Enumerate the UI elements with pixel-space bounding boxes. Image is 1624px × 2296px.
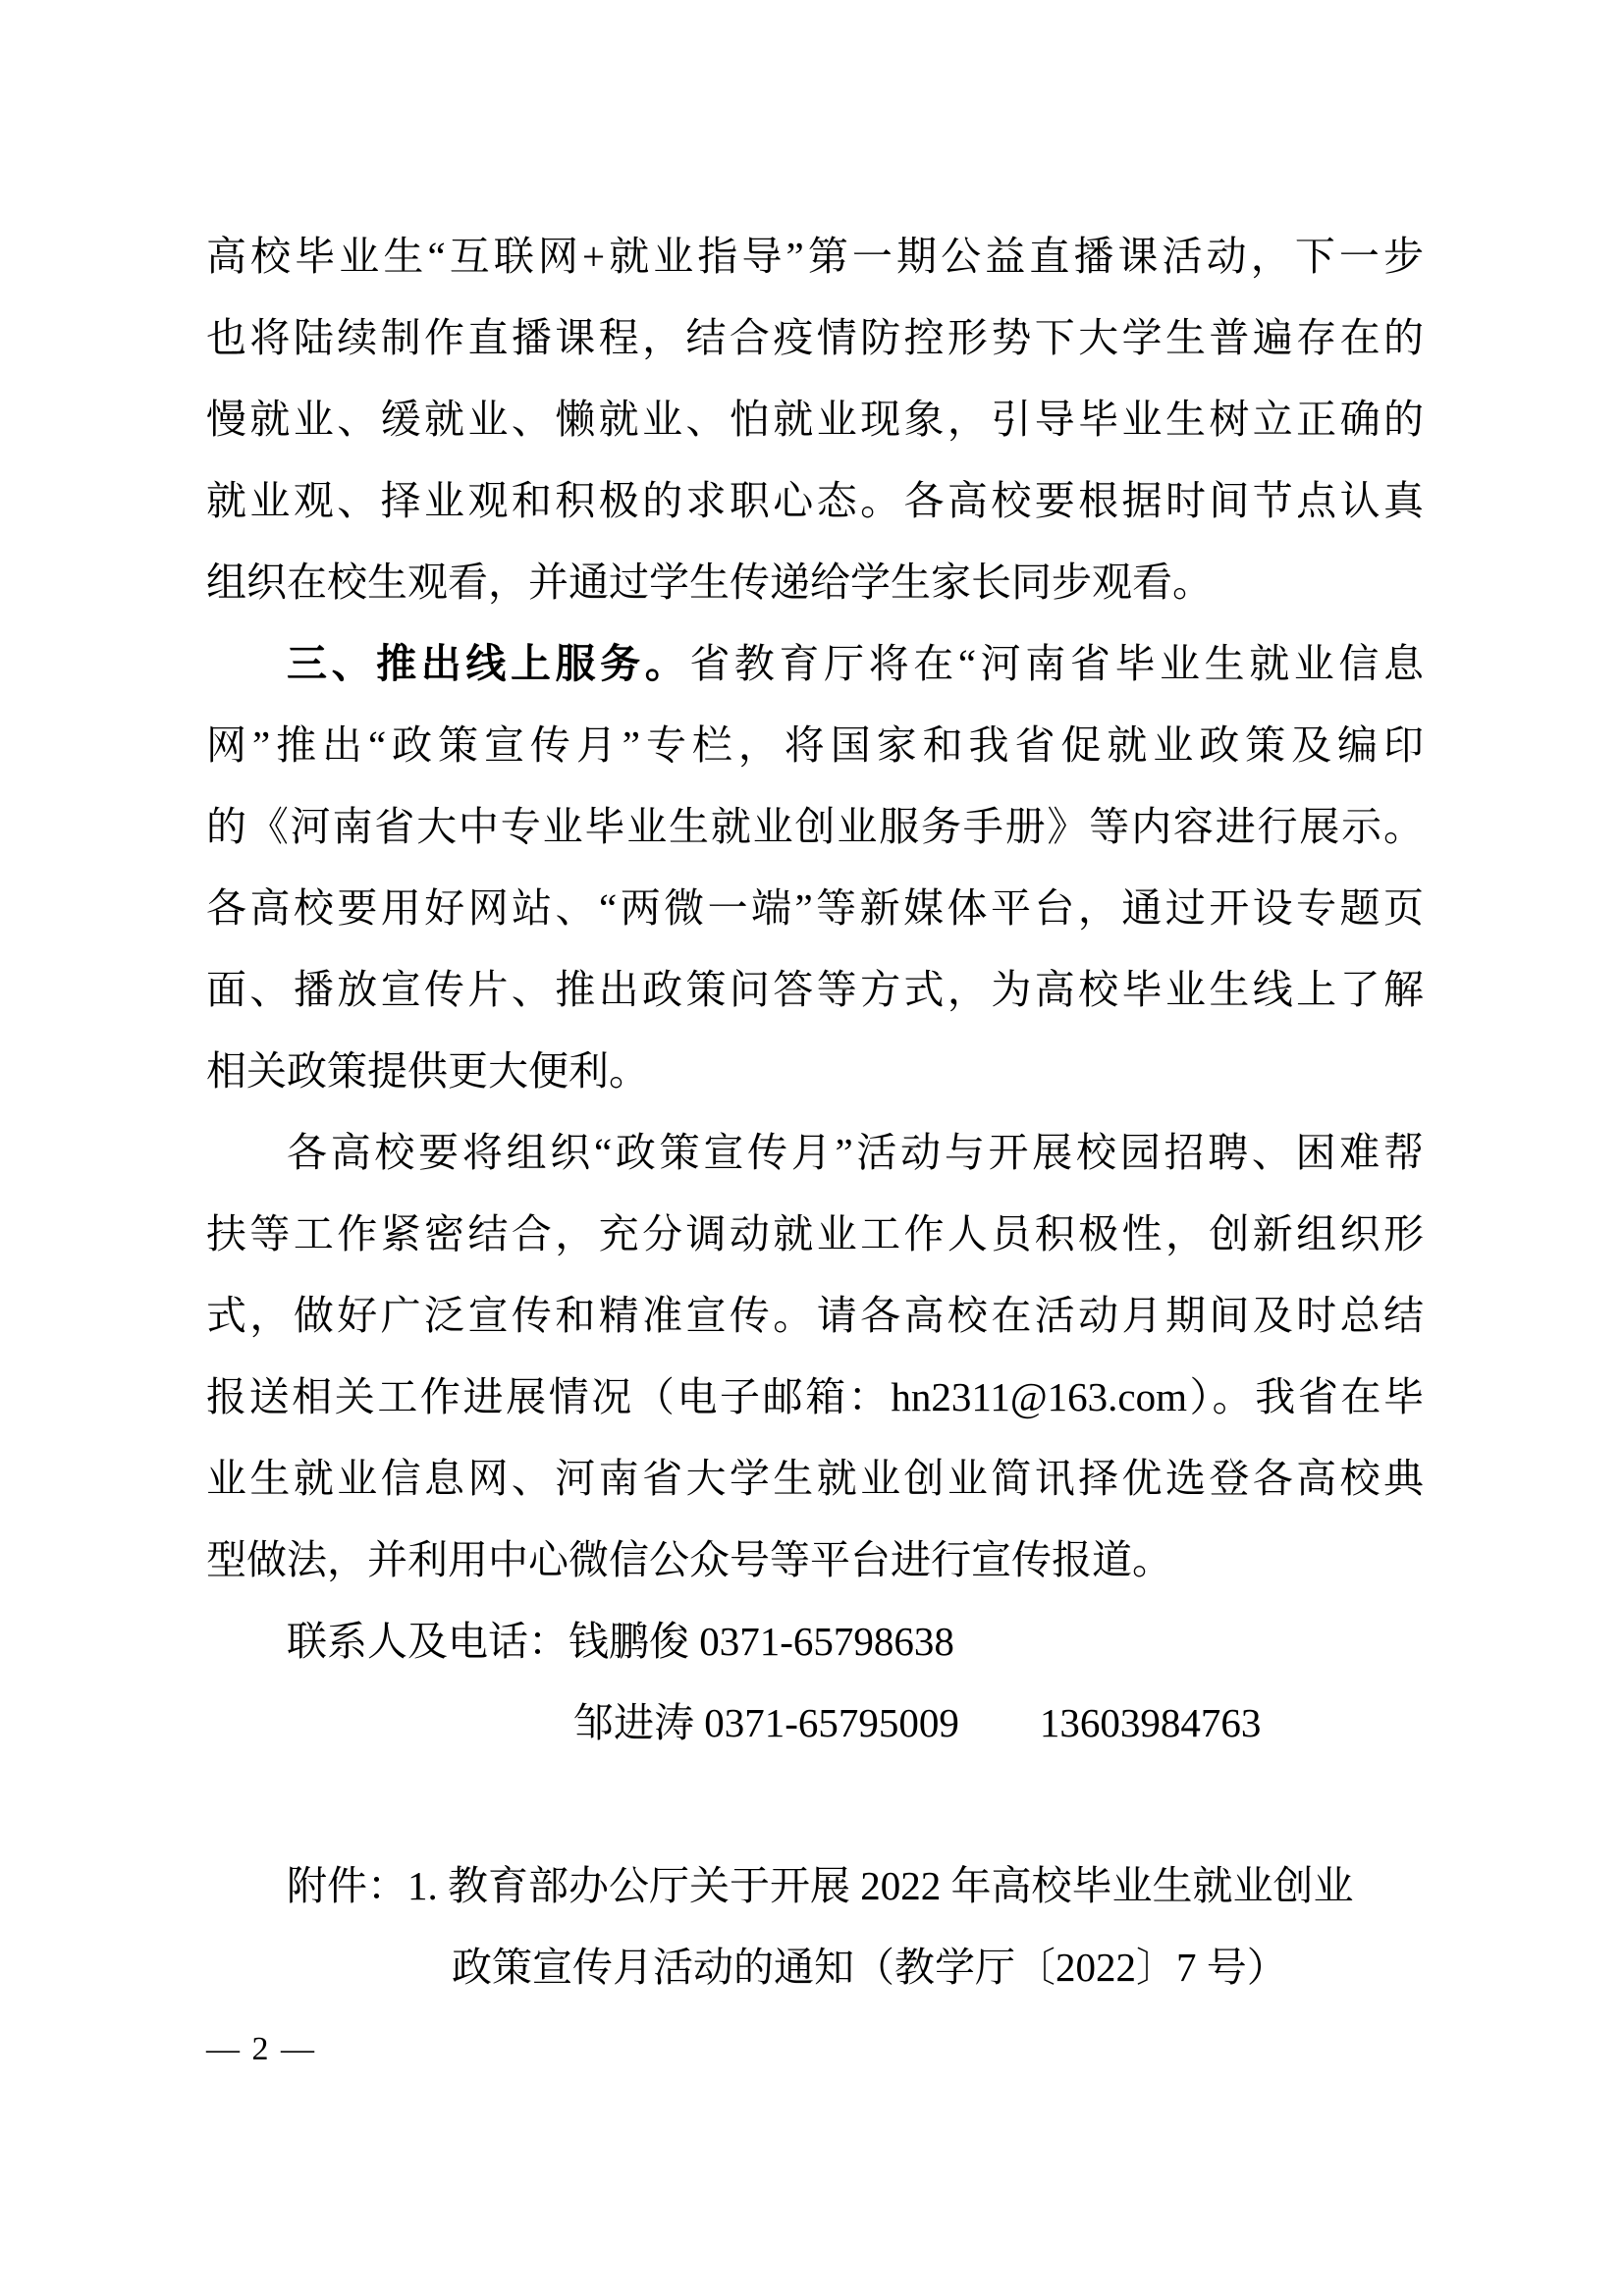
page-number: — 2 — <box>206 2031 316 2067</box>
body-line: 报送相关工作进展情况（电子邮箱：hn2311@163.com）。我省在毕 <box>206 1374 1424 1419</box>
body-line: 各高校要将组织“政策宣传月”活动与开展校园招聘、困难帮 <box>287 1130 1424 1175</box>
attachment-line: 附件：1. 教育部办公厅关于开展 2022 年高校毕业生就业创业 <box>287 1863 1354 1908</box>
body-line: 式，做好广泛宣传和精准宣传。请各高校在活动月期间及时总结 <box>206 1293 1424 1338</box>
body-line: 慢就业、缓就业、懒就业、怕就业现象，引导毕业生树立正确的 <box>206 397 1424 442</box>
body-line: 组织在校生观看，并通过学生传递给学生家长同步观看。 <box>206 560 1213 605</box>
body-line: 网”推出“政策宣传月”专栏，将国家和我省促就业政策及编印 <box>206 722 1424 768</box>
section-heading-rest: 省教育厅将在“河南省毕业生就业信息 <box>689 641 1424 686</box>
body-line: 各高校要用好网站、“两微一端”等新媒体平台，通过开设专题页 <box>206 885 1424 931</box>
attachment-line: 政策宣传月活动的通知（教学厅〔2022〕7 号） <box>452 1945 1287 1990</box>
blank-line <box>206 1764 1424 1845</box>
body-line: 高校毕业生“互联网+就业指导”第一期公益直播课活动，下一步 <box>206 234 1424 279</box>
contact-line: 邹进涛 0371-65795009 13603984763 <box>573 1700 1262 1745</box>
section-heading: 三、推出线上服务。 <box>287 641 690 686</box>
body-line: 的《河南省大中专业毕业生就业创业服务手册》等内容进行展示。 <box>206 804 1424 849</box>
body-line: 扶等工作紧密结合，充分调动就业工作人员积极性，创新组织形 <box>206 1211 1424 1256</box>
body-line: 面、播放宣传片、推出政策问答等方式，为高校毕业生线上了解 <box>206 967 1424 1012</box>
body-line: 就业观、择业观和积极的求职心态。各高校要根据时间节点认真 <box>206 478 1424 523</box>
body-line-section-heading <box>206 623 1424 705</box>
document-body <box>206 216 1424 2090</box>
body-line: 业生就业信息网、河南省大学生就业创业简讯择优选登各高校典 <box>206 1456 1424 1501</box>
contact-line: 联系人及电话：钱鹏俊 0371-65798638 <box>287 1619 954 1664</box>
body-line: 也将陆续制作直播课程，结合疫情防控形势下大学生普遍存在的 <box>206 315 1424 360</box>
body-line: 相关政策提供更大便利。 <box>206 1048 649 1094</box>
body-line: 型做法，并利用中心微信公众号等平台进行宣传报道。 <box>206 1537 1172 1582</box>
